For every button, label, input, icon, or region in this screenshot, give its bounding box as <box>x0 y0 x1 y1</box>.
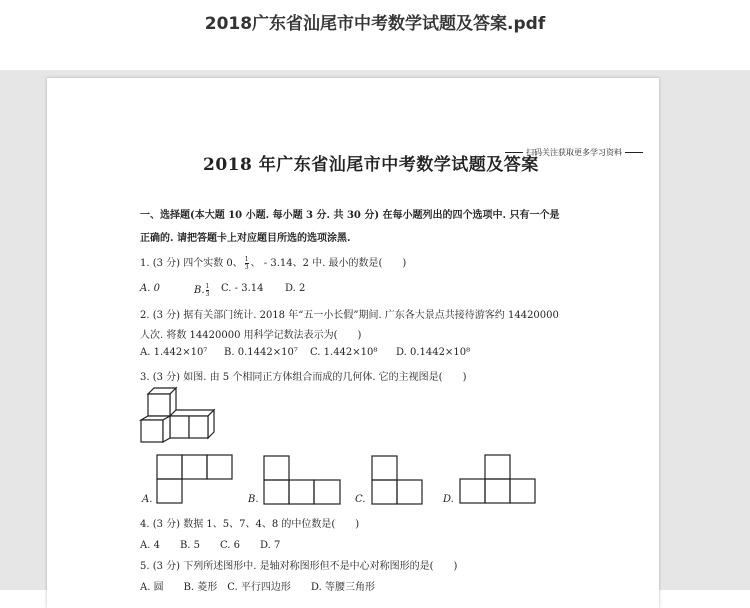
scan-note <box>502 147 646 158</box>
pdf-page <box>47 78 659 608</box>
rule-left <box>505 152 523 153</box>
rule-right <box>625 152 643 153</box>
q1-option-a: A. 0 <box>140 283 160 294</box>
viewer-header <box>0 0 750 70</box>
q2-option-c: C. 1.442×10⁸ <box>310 347 378 358</box>
q2-option-a: A. 1.442×10⁷ <box>140 347 208 358</box>
q2-option-d: D. 0.1442×10⁸ <box>396 347 471 358</box>
q1-option-b: B. 1 3 <box>194 283 210 298</box>
q5-options: A. 圆 B. 菱形 C. 平行四边形 D. 等腰三角形 <box>140 582 375 593</box>
q4-options: A. 4 B. 5 C. 6 D. 7 <box>140 540 281 551</box>
cube-figure <box>139 386 219 446</box>
q3-label-d: D. <box>443 494 454 505</box>
q3-label-b: B. <box>248 494 259 505</box>
q1-stem: 1. (3 分) 四个实数 0、 $\frac{1}{3}$ 、 - 3.14、2 中. 最小的数是( ) <box>140 256 407 271</box>
q2-stem-line1: 2. (3 分) 据有关部门统计. 2018 年“五一小长假”期间. 广东各大景点共接待游客约 14420000 <box>140 310 559 321</box>
q1-option-c: C. - 3.14 <box>221 283 264 294</box>
q3-label-c: C. <box>355 494 366 505</box>
q3-stem: 3. (3 分) 如图. 由 5 个相同正方体组合而成的几何体. 它的主视图是( ) <box>140 372 467 383</box>
section1-heading-line1: 一、选择题(本大题 10 小题. 每小题 3 分. 共 30 分) 在每小题列出的四个选项中. 只有一个是 <box>140 210 560 221</box>
q3-figure-b <box>262 454 344 506</box>
document-title: 2018 年广东省汕尾市中考数学试题及答案 <box>203 155 539 175</box>
q1-fraction: $\frac{1}{3}$ <box>244 256 249 271</box>
q2-stem-line2: 人次. 将数 14420000 用科学记数法表示为( ) <box>140 330 362 341</box>
file-title: 2018广东省汕尾市中考数学试题及答案.pdf <box>204 14 546 34</box>
q3-label-a: A. <box>142 494 153 505</box>
q1-option-d: D. 2 <box>285 283 306 294</box>
q2-option-b: B. 0.1442×10⁷ <box>224 347 298 358</box>
q3-figure-d <box>458 453 538 507</box>
q4-stem: 4. (3 分) 数据 1、5、7、4、8 的中位数是( ) <box>140 519 360 530</box>
q3-figure-a <box>155 453 235 505</box>
q5-stem: 5. (3 分) 下列所述图形中. 是轴对称图形但不是中心对称图形的是( ) <box>140 561 458 572</box>
q3-figure-c <box>370 454 426 506</box>
section1-heading-line2: 正确的. 请把答题卡上对应题目所选的选项涂黑. <box>140 233 351 244</box>
scan-note-text: 扫码关注获取更多学习资料 <box>526 148 622 157</box>
